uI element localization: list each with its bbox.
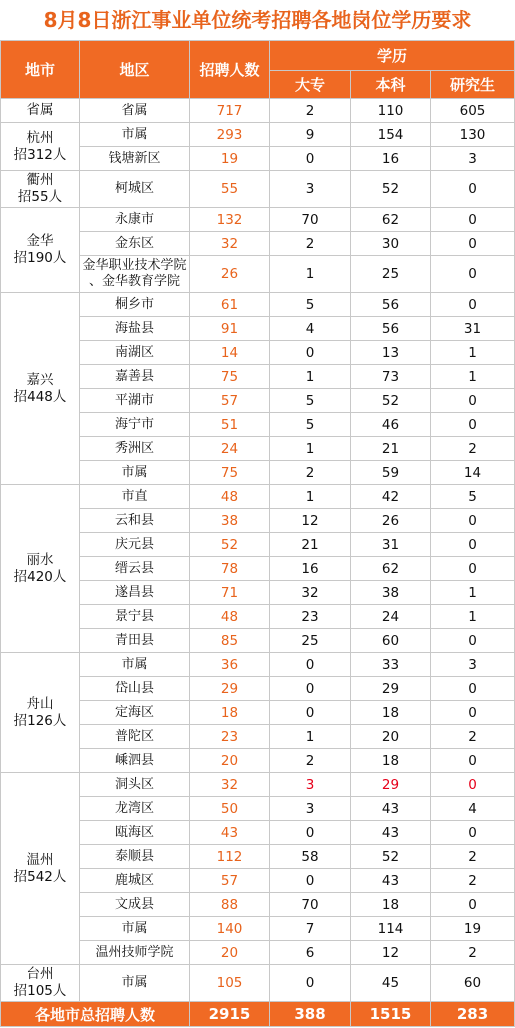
district-cell: 定海区 xyxy=(80,701,190,725)
district-cell: 普陀区 xyxy=(80,725,190,749)
graduate-cell: 0 xyxy=(431,232,515,256)
district-cell: 云和县 xyxy=(80,509,190,533)
college-cell: 0 xyxy=(270,869,351,893)
district-cell: 省属 xyxy=(80,99,190,123)
college-cell: 0 xyxy=(270,677,351,701)
graduate-cell: 4 xyxy=(431,797,515,821)
city-label: 衢州 xyxy=(26,172,54,188)
college-cell: 1 xyxy=(270,485,351,509)
graduate-cell: 1 xyxy=(431,341,515,365)
bachelor-cell: 110 xyxy=(351,99,431,123)
graduate-cell: 2 xyxy=(431,941,515,965)
college-cell: 0 xyxy=(270,965,351,1002)
bachelor-cell: 18 xyxy=(351,749,431,773)
district-cell: 市属 xyxy=(80,123,190,147)
district-label: 、金华教育学院 xyxy=(88,274,180,289)
district-label: 金华职业技术学院 xyxy=(82,258,187,273)
graduate-cell: 0 xyxy=(431,701,515,725)
total-graduate: 283 xyxy=(431,1002,515,1027)
college-cell: 2 xyxy=(270,461,351,485)
graduate-cell: 0 xyxy=(431,509,515,533)
city-cell xyxy=(1,208,80,293)
count-cell: 43 xyxy=(190,821,270,845)
count-cell: 32 xyxy=(190,232,270,256)
bachelor-cell: 42 xyxy=(351,485,431,509)
table-row xyxy=(1,965,515,1002)
college-cell: 0 xyxy=(270,341,351,365)
graduate-cell: 3 xyxy=(431,653,515,677)
college-cell: 2 xyxy=(270,232,351,256)
college-cell: 12 xyxy=(270,509,351,533)
graduate-cell: 3 xyxy=(431,147,515,171)
college-cell: 1 xyxy=(270,365,351,389)
district-cell: 文成县 xyxy=(80,893,190,917)
graduate-cell: 130 xyxy=(431,123,515,147)
count-cell: 717 xyxy=(190,99,270,123)
count-cell: 71 xyxy=(190,581,270,605)
college-cell: 5 xyxy=(270,389,351,413)
city-cell xyxy=(1,293,80,485)
bachelor-cell: 154 xyxy=(351,123,431,147)
college-cell: 0 xyxy=(270,701,351,725)
college-cell: 1 xyxy=(270,437,351,461)
district-cell: 海宁市 xyxy=(80,413,190,437)
college-cell: 2 xyxy=(270,749,351,773)
city-cell xyxy=(1,99,80,123)
bachelor-cell: 43 xyxy=(351,821,431,845)
city-label: 招126人 xyxy=(13,712,67,729)
recruitment-table xyxy=(0,40,515,1027)
count-cell: 61 xyxy=(190,293,270,317)
district-cell: 金东区 xyxy=(80,232,190,256)
total-label: 各地市总招聘人数 xyxy=(1,1002,190,1027)
graduate-cell: 0 xyxy=(431,893,515,917)
graduate-cell: 0 xyxy=(431,256,515,293)
college-cell: 25 xyxy=(270,629,351,653)
graduate-cell: 0 xyxy=(431,208,515,232)
city-cell xyxy=(1,171,80,208)
count-cell: 18 xyxy=(190,701,270,725)
college-cell: 3 xyxy=(270,797,351,821)
district-cell: 嵊泗县 xyxy=(80,749,190,773)
bachelor-cell: 45 xyxy=(351,965,431,1002)
city-label: 丽水 xyxy=(26,551,54,568)
city-label: 台州 xyxy=(26,966,54,982)
total-bachelor: 1515 xyxy=(351,1002,431,1027)
district-cell: 瓯海区 xyxy=(80,821,190,845)
count-cell: 29 xyxy=(190,677,270,701)
count-cell: 75 xyxy=(190,365,270,389)
count-cell: 78 xyxy=(190,557,270,581)
bachelor-cell: 46 xyxy=(351,413,431,437)
count-cell: 19 xyxy=(190,147,270,171)
graduate-cell: 1 xyxy=(431,365,515,389)
header-count: 招聘人数 xyxy=(190,41,270,99)
district-cell: 市直 xyxy=(80,485,190,509)
bachelor-cell: 56 xyxy=(351,317,431,341)
city-label: 招190人 xyxy=(13,250,67,266)
city-cell xyxy=(1,653,80,773)
bachelor-cell: 43 xyxy=(351,797,431,821)
city-label: 招105人 xyxy=(13,983,67,999)
city-cell xyxy=(1,123,80,171)
city-label: 杭州 xyxy=(26,129,54,146)
table-row xyxy=(1,653,515,677)
count-cell: 48 xyxy=(190,605,270,629)
bachelor-cell: 24 xyxy=(351,605,431,629)
bachelor-cell: 33 xyxy=(351,653,431,677)
bachelor-cell: 59 xyxy=(351,461,431,485)
page-title: 8月8日浙江事业单位统考招聘各地岗位学历要求 xyxy=(43,8,472,32)
college-cell: 9 xyxy=(270,123,351,147)
city-cell xyxy=(1,773,80,965)
district-cell: 桐乡市 xyxy=(80,293,190,317)
district-cell: 庆元县 xyxy=(80,533,190,557)
header-district: 地区 xyxy=(80,41,190,99)
bachelor-cell: 18 xyxy=(351,893,431,917)
graduate-cell: 2 xyxy=(431,437,515,461)
college-cell: 5 xyxy=(270,293,351,317)
college-cell: 3 xyxy=(270,171,351,208)
table-row xyxy=(1,99,515,123)
graduate-cell: 0 xyxy=(431,629,515,653)
district-cell xyxy=(80,256,190,293)
count-cell: 57 xyxy=(190,869,270,893)
district-cell: 青田县 xyxy=(80,629,190,653)
bachelor-cell: 56 xyxy=(351,293,431,317)
district-cell: 柯城区 xyxy=(80,171,190,208)
district-cell: 市属 xyxy=(80,653,190,677)
college-cell: 3 xyxy=(270,773,351,797)
district-cell: 洞头区 xyxy=(80,773,190,797)
district-cell: 秀洲区 xyxy=(80,437,190,461)
table-row xyxy=(1,773,515,797)
count-cell: 57 xyxy=(190,389,270,413)
city-label: 招542人 xyxy=(13,868,67,885)
count-cell: 36 xyxy=(190,653,270,677)
count-cell: 112 xyxy=(190,845,270,869)
bachelor-cell: 12 xyxy=(351,941,431,965)
college-cell: 1 xyxy=(270,725,351,749)
city-label: 嘉兴 xyxy=(26,371,54,388)
bachelor-cell: 60 xyxy=(351,629,431,653)
graduate-cell: 31 xyxy=(431,317,515,341)
district-cell: 南湖区 xyxy=(80,341,190,365)
district-cell: 嘉善县 xyxy=(80,365,190,389)
district-cell: 缙云县 xyxy=(80,557,190,581)
graduate-cell: 5 xyxy=(431,485,515,509)
count-cell: 105 xyxy=(190,965,270,1002)
bachelor-cell: 43 xyxy=(351,869,431,893)
college-cell: 70 xyxy=(270,208,351,232)
header-city: 地市 xyxy=(1,41,80,99)
count-cell: 132 xyxy=(190,208,270,232)
bachelor-cell: 62 xyxy=(351,557,431,581)
city-label: 招312人 xyxy=(13,146,67,163)
district-cell: 海盐县 xyxy=(80,317,190,341)
graduate-cell: 605 xyxy=(431,99,515,123)
bachelor-cell: 52 xyxy=(351,845,431,869)
header-college: 大专 xyxy=(270,71,351,99)
count-cell: 55 xyxy=(190,171,270,208)
total-count: 2915 xyxy=(190,1002,270,1027)
bachelor-cell: 26 xyxy=(351,509,431,533)
city-label: 招420人 xyxy=(13,568,67,585)
district-cell: 鹿城区 xyxy=(80,869,190,893)
bachelor-cell: 29 xyxy=(351,677,431,701)
count-cell: 51 xyxy=(190,413,270,437)
district-cell: 钱塘新区 xyxy=(80,147,190,171)
bachelor-cell: 29 xyxy=(351,773,431,797)
city-cell xyxy=(1,965,80,1002)
bachelor-cell: 52 xyxy=(351,171,431,208)
city-label: 温州 xyxy=(26,851,54,868)
college-cell: 70 xyxy=(270,893,351,917)
college-cell: 21 xyxy=(270,533,351,557)
bachelor-cell: 20 xyxy=(351,725,431,749)
bachelor-cell: 21 xyxy=(351,437,431,461)
college-cell: 0 xyxy=(270,653,351,677)
college-cell: 4 xyxy=(270,317,351,341)
bachelor-cell: 30 xyxy=(351,232,431,256)
count-cell: 88 xyxy=(190,893,270,917)
bachelor-cell: 114 xyxy=(351,917,431,941)
college-cell: 32 xyxy=(270,581,351,605)
header-bachelor: 本科 xyxy=(351,71,431,99)
bachelor-cell: 38 xyxy=(351,581,431,605)
district-cell: 温州技师学院 xyxy=(80,941,190,965)
graduate-cell: 2 xyxy=(431,725,515,749)
table-row xyxy=(1,293,515,317)
bachelor-cell: 25 xyxy=(351,256,431,293)
city-label: 舟山 xyxy=(26,695,54,712)
graduate-cell: 0 xyxy=(431,389,515,413)
city-label: 招448人 xyxy=(13,388,67,405)
table-row xyxy=(1,171,515,208)
city-label: 金华 xyxy=(26,233,54,249)
college-cell: 16 xyxy=(270,557,351,581)
graduate-cell: 1 xyxy=(431,581,515,605)
count-cell: 52 xyxy=(190,533,270,557)
college-cell: 58 xyxy=(270,845,351,869)
graduate-cell: 0 xyxy=(431,677,515,701)
count-cell: 75 xyxy=(190,461,270,485)
bachelor-cell: 31 xyxy=(351,533,431,557)
district-cell: 景宁县 xyxy=(80,605,190,629)
table-row xyxy=(1,208,515,232)
district-cell: 岱山县 xyxy=(80,677,190,701)
table-row xyxy=(1,485,515,509)
count-cell: 85 xyxy=(190,629,270,653)
college-cell: 23 xyxy=(270,605,351,629)
count-cell: 24 xyxy=(190,437,270,461)
college-cell: 1 xyxy=(270,256,351,293)
total-college: 388 xyxy=(270,1002,351,1027)
count-cell: 32 xyxy=(190,773,270,797)
graduate-cell: 14 xyxy=(431,461,515,485)
table-body xyxy=(1,99,515,1002)
graduate-cell: 0 xyxy=(431,773,515,797)
header-education: 学历 xyxy=(270,41,515,71)
bachelor-cell: 16 xyxy=(351,147,431,171)
graduate-cell: 2 xyxy=(431,869,515,893)
header-graduate: 研究生 xyxy=(431,71,515,99)
bachelor-cell: 73 xyxy=(351,365,431,389)
bachelor-cell: 52 xyxy=(351,389,431,413)
table-header xyxy=(1,41,515,99)
district-cell: 龙湾区 xyxy=(80,797,190,821)
graduate-cell: 19 xyxy=(431,917,515,941)
count-cell: 38 xyxy=(190,509,270,533)
count-cell: 26 xyxy=(190,256,270,293)
count-cell: 20 xyxy=(190,941,270,965)
district-cell: 泰顺县 xyxy=(80,845,190,869)
graduate-cell: 0 xyxy=(431,557,515,581)
graduate-cell: 0 xyxy=(431,413,515,437)
table-row xyxy=(1,123,515,147)
count-cell: 91 xyxy=(190,317,270,341)
count-cell: 23 xyxy=(190,725,270,749)
bachelor-cell: 62 xyxy=(351,208,431,232)
count-cell: 293 xyxy=(190,123,270,147)
city-label: 省属 xyxy=(26,102,54,118)
graduate-cell: 2 xyxy=(431,845,515,869)
college-cell: 0 xyxy=(270,147,351,171)
bachelor-cell: 18 xyxy=(351,701,431,725)
college-cell: 5 xyxy=(270,413,351,437)
district-cell: 市属 xyxy=(80,965,190,1002)
count-cell: 20 xyxy=(190,749,270,773)
city-cell xyxy=(1,485,80,653)
city-label: 招55人 xyxy=(17,189,63,205)
district-cell: 市属 xyxy=(80,917,190,941)
graduate-cell: 0 xyxy=(431,293,515,317)
college-cell: 7 xyxy=(270,917,351,941)
college-cell: 2 xyxy=(270,99,351,123)
college-cell: 0 xyxy=(270,821,351,845)
district-cell: 遂昌县 xyxy=(80,581,190,605)
graduate-cell: 0 xyxy=(431,171,515,208)
graduate-cell: 0 xyxy=(431,821,515,845)
count-cell: 48 xyxy=(190,485,270,509)
graduate-cell: 1 xyxy=(431,605,515,629)
graduate-cell: 0 xyxy=(431,533,515,557)
count-cell: 140 xyxy=(190,917,270,941)
district-cell: 永康市 xyxy=(80,208,190,232)
district-cell: 市属 xyxy=(80,461,190,485)
table-footer xyxy=(1,1002,515,1027)
district-cell: 平湖市 xyxy=(80,389,190,413)
graduate-cell: 0 xyxy=(431,749,515,773)
college-cell: 6 xyxy=(270,941,351,965)
graduate-cell: 60 xyxy=(431,965,515,1002)
count-cell: 14 xyxy=(190,341,270,365)
bachelor-cell: 13 xyxy=(351,341,431,365)
count-cell: 50 xyxy=(190,797,270,821)
